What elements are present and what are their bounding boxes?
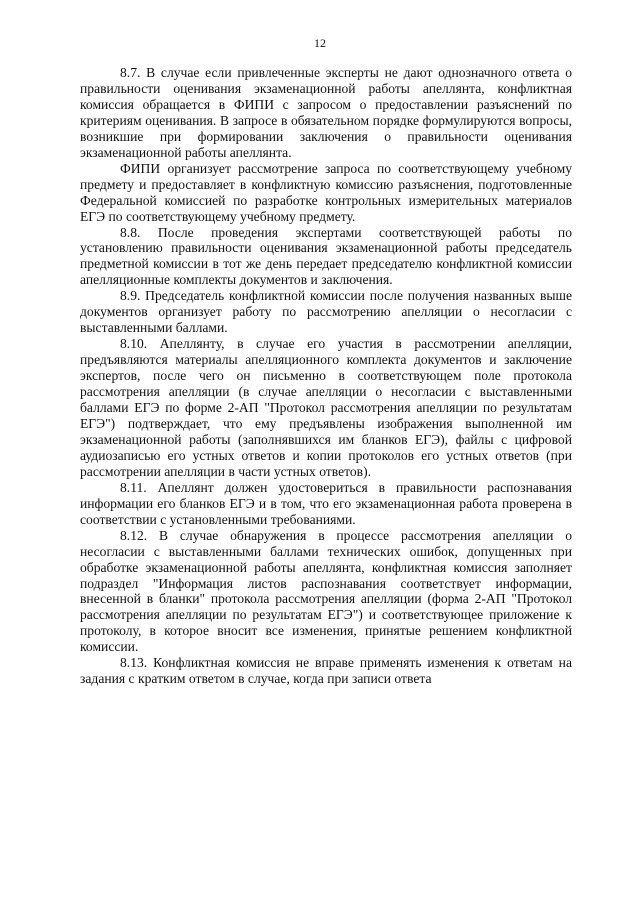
page-number: 12 xyxy=(314,36,326,50)
paragraph-8-7: 8.7. В случае если привлеченные эксперты не дают однозначного ответа о правильности оценивания экзаменационной работы апеллянта, конфликтная комиссия обращается в ФИПИ с запросом о предоставлении разъяснений по критериям оценивания. В запросе в обязательном порядке формулируются вопросы, возникшие при формировании заключения о правильности оценивания экзаменационной работы апеллянта. xyxy=(80,65,572,160)
paragraph-8-9: 8.9. Председатель конфликтной комиссии после получения названных выше документов организует работу по рассмотрению апелляции о несогласии с выставленными баллами. xyxy=(80,288,572,336)
paragraph-8-11: 8.11. Апеллянт должен удостовериться в правильности распознавания информации его бланков ЕГЭ и в том, что его экзаменационная работа проверена в соответствии с установленными требованиями. xyxy=(80,479,572,527)
paragraph-8-13: 8.13. Конфликтная комиссия не вправе применять изменения к ответам на задания с кратким ответом в случае, когда при записи ответа xyxy=(80,655,572,687)
body-text xyxy=(80,65,572,687)
paragraph-8-10: 8.10. Апеллянту, в случае его участия в рассмотрении апелляции, предъявляются материалы апелляционного комплекта документов и заключение экспертов, после чего он письменно в соответствующем поле протокола рассмотрения апелляции (в случае апелляции о несогласии с выставленными баллами ЕГЭ по форме 2-АП "Протокол рассмотрения апелляции по результатам ЕГЭ") подтверждает, что ему предъявлены изображения выполненной им экзаменационной работы (заполнявшихся им бланков ЕГЭ), файлы с цифровой аудиозаписью его устных ответов и копии протоколов его устных ответов (при рассмотрении апелляции в части устных ответов). xyxy=(80,336,572,479)
paragraph-fipi: ФИПИ организует рассмотрение запроса по соответствующему учебному предмету и предоставляет в конфликтную комиссию разъяснения, подготовленные Федеральной комиссией по разработке контрольных измерительных материалов ЕГЭ по соответствующему учебному предмету. xyxy=(80,160,572,224)
paragraph-8-8: 8.8. После проведения экспертами соответствующей работы по установлению правильности оценивания экзаменационной работы председатель предметной комиссии в тот же день передает председателю конфликтной комиссии апелляционные комплекты документов и заключения. xyxy=(80,224,572,288)
paragraph-8-12: 8.12. В случае обнаружения в процессе рассмотрения апелляции о несогласии с выставленными баллами технических ошибок, допущенных при обработке экзаменационной работы апеллянта, конфликтная комиссия заполняет подраздел "Информация листов распознавания соответствует информации, внесенной в бланки" протокола рассмотрения апелляции (форма 2-АП "Протокол рассмотрения апелляции по результатам ЕГЭ") и соответствующее приложение к протоколу, в которое вносит все изменения, принятые решением конфликтной комиссии. xyxy=(80,527,572,655)
